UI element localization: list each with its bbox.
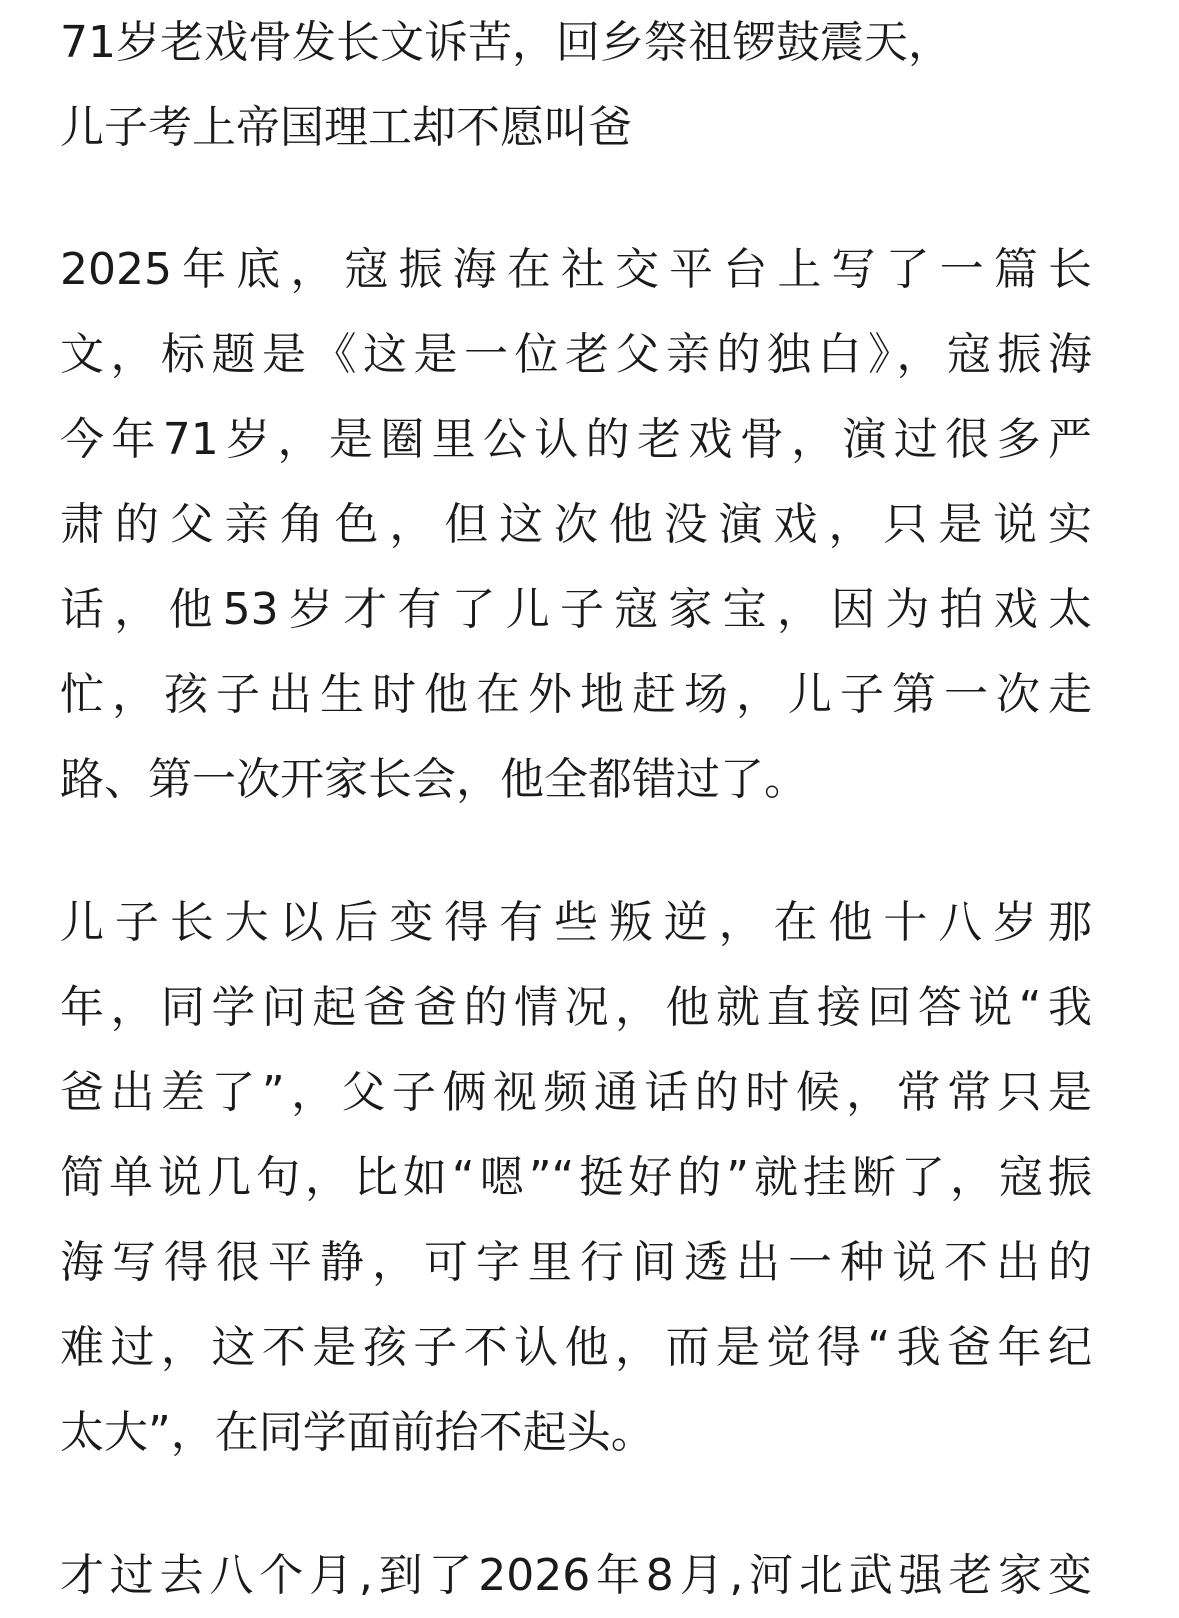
- paragraph-line: 路、第一次开家长会，他全都错过了。: [60, 754, 808, 805]
- paragraph-line: 忙，孩子出生时他在外地赶场，儿子第一次走: [60, 669, 1092, 720]
- paragraph-line: 肃的父亲角色，但这次他没演戏，只是说实: [60, 499, 1092, 550]
- article-title: [60, 0, 1092, 170]
- paragraph-line: 才过去八个月,到了2026年8月,河北武强老家变: [60, 1550, 1092, 1601]
- paragraph-line: 话，他53岁才有了儿子寇家宝，因为拍戏太: [60, 584, 1092, 635]
- paragraph-line: 爸出差了”，父子俩视频通话的时候，常常只是: [60, 1067, 1092, 1118]
- paragraph-1: [60, 227, 1092, 822]
- title-line: 儿子考上帝国理工却不愿叫爸: [60, 102, 632, 153]
- paragraph-line: 太大”，在同学面前抬不起头。: [60, 1407, 655, 1458]
- paragraph-2: [60, 880, 1092, 1475]
- paragraph-3-partial: [60, 1533, 1092, 1618]
- title-line: 71岁老戏骨发长文诉苦，回乡祭祖锣鼓震天，: [60, 17, 952, 68]
- paragraph-line: 年，同学问起爸爸的情况，他就直接回答说“我: [60, 982, 1092, 1033]
- paragraph-line: 儿子长大以后变得有些叛逆，在他十八岁那: [60, 897, 1092, 948]
- paragraph-line: 海写得很平静，可字里行间透出一种说不出的: [60, 1237, 1092, 1288]
- paragraph-line: 文，标题是《这是一位老父亲的独白》，寇振海: [60, 329, 1092, 380]
- paragraph-line: 难过，这不是孩子不认他，而是觉得“我爸年纪: [60, 1322, 1092, 1373]
- paragraph-line: 2025年底，寇振海在社交平台上写了一篇长: [60, 244, 1092, 295]
- paragraph-line: 今年71岁，是圈里公认的老戏骨，演过很多严: [60, 414, 1092, 465]
- paragraph-line: 简单说几句，比如“嗯”“挺好的”就挂断了，寇振: [60, 1152, 1092, 1203]
